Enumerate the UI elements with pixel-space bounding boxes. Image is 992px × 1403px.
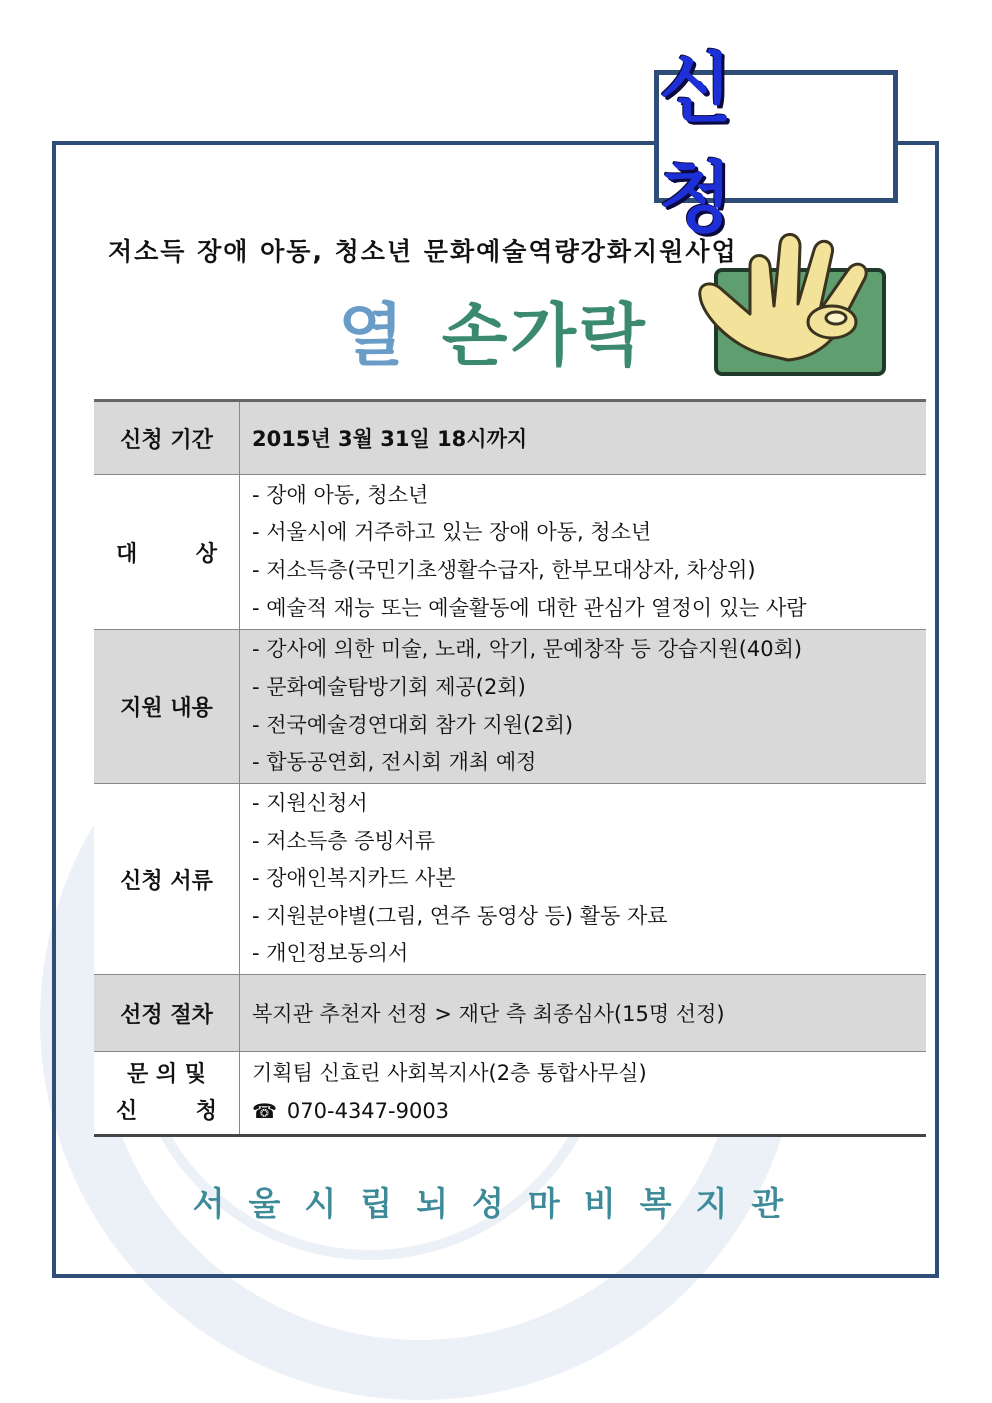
- list-item: - 지원분야별(그림, 연주 동영상 등) 활동 자료: [252, 903, 668, 928]
- list-item: - 저소득층(국민기초생활수급자, 한부모대상자, 차상위): [252, 558, 756, 582]
- documents-list: [240, 784, 927, 975]
- target-label: [94, 475, 240, 630]
- list-item: - 서울시에 거주하고 있는 장애 아동, 청소년: [252, 520, 652, 545]
- contact-phone: 070-4347-9003: [286, 1099, 450, 1123]
- row-selection: [94, 975, 926, 1052]
- target-label-a: 대: [116, 541, 138, 567]
- support-list: [240, 630, 927, 784]
- title-word-2: 손가락: [441, 297, 648, 376]
- row-target: [94, 475, 926, 630]
- telephone-icon: ☎: [252, 1099, 277, 1123]
- row-documents: [94, 784, 926, 975]
- row-contact: [94, 1052, 926, 1136]
- contact-person: 기획팀 신효린 사회복지사(2층 통합사무실): [252, 1061, 647, 1086]
- row-period: [94, 401, 926, 475]
- organization-name: 서울시립뇌성마비복지관: [192, 1184, 808, 1223]
- list-item: - 장애인복지카드 사본: [252, 866, 456, 891]
- contact-phone-line: [252, 1093, 914, 1131]
- list-item: - 지원신청서: [252, 791, 368, 816]
- badge-label: 신 청: [659, 43, 755, 242]
- list-item: - 예술적 재능 또는 예술활동에 대한 관심가 열정이 있는 사람: [252, 595, 807, 620]
- list-item: - 합동공연회, 전시회 개최 예정: [252, 750, 537, 775]
- contact-label-b: 청: [195, 1099, 217, 1125]
- selection-value: 복지관 추천자 선정 > 재단 측 최종심사(15명 선정): [240, 975, 927, 1052]
- support-label: 지원 내용: [94, 630, 240, 784]
- contact-label-line1: 문 의 및: [126, 1061, 207, 1087]
- info-table: [94, 399, 926, 1137]
- contact-info: [240, 1052, 927, 1136]
- list-item: - 전국예술경연대회 참가 지원(2회): [252, 712, 574, 737]
- target-list: [240, 475, 927, 630]
- period-label: 신청 기간: [94, 401, 240, 475]
- list-item: - 문화예술탐방기회 제공(2회): [252, 674, 526, 699]
- title-word-1: 열: [338, 297, 404, 376]
- period-value: 2015년 3월 31일 18시까지: [240, 401, 927, 475]
- target-label-b: 상: [195, 541, 217, 567]
- contact-label: [94, 1052, 240, 1136]
- list-item: - 장애 아동, 청소년: [252, 482, 429, 507]
- list-item: - 저소득층 증빙서류: [252, 828, 436, 853]
- program-title: [338, 282, 648, 379]
- apply-badge: [654, 43, 898, 242]
- documents-label: 신청 서류: [94, 784, 240, 975]
- program-subtitle: 저소득 장애 아동, 청소년 문화예술역량강화지원사업: [108, 237, 738, 266]
- row-support: [94, 630, 926, 784]
- list-item: - 개인정보동의서: [252, 941, 409, 966]
- list-item: - 강사에 의한 미술, 노래, 악기, 문예창작 등 강습지원(40회): [252, 637, 803, 662]
- selection-label: 선정 절차: [94, 975, 240, 1052]
- contact-label-a: 신: [116, 1099, 138, 1125]
- hand-showing-ten-fingers-icon: [692, 226, 892, 378]
